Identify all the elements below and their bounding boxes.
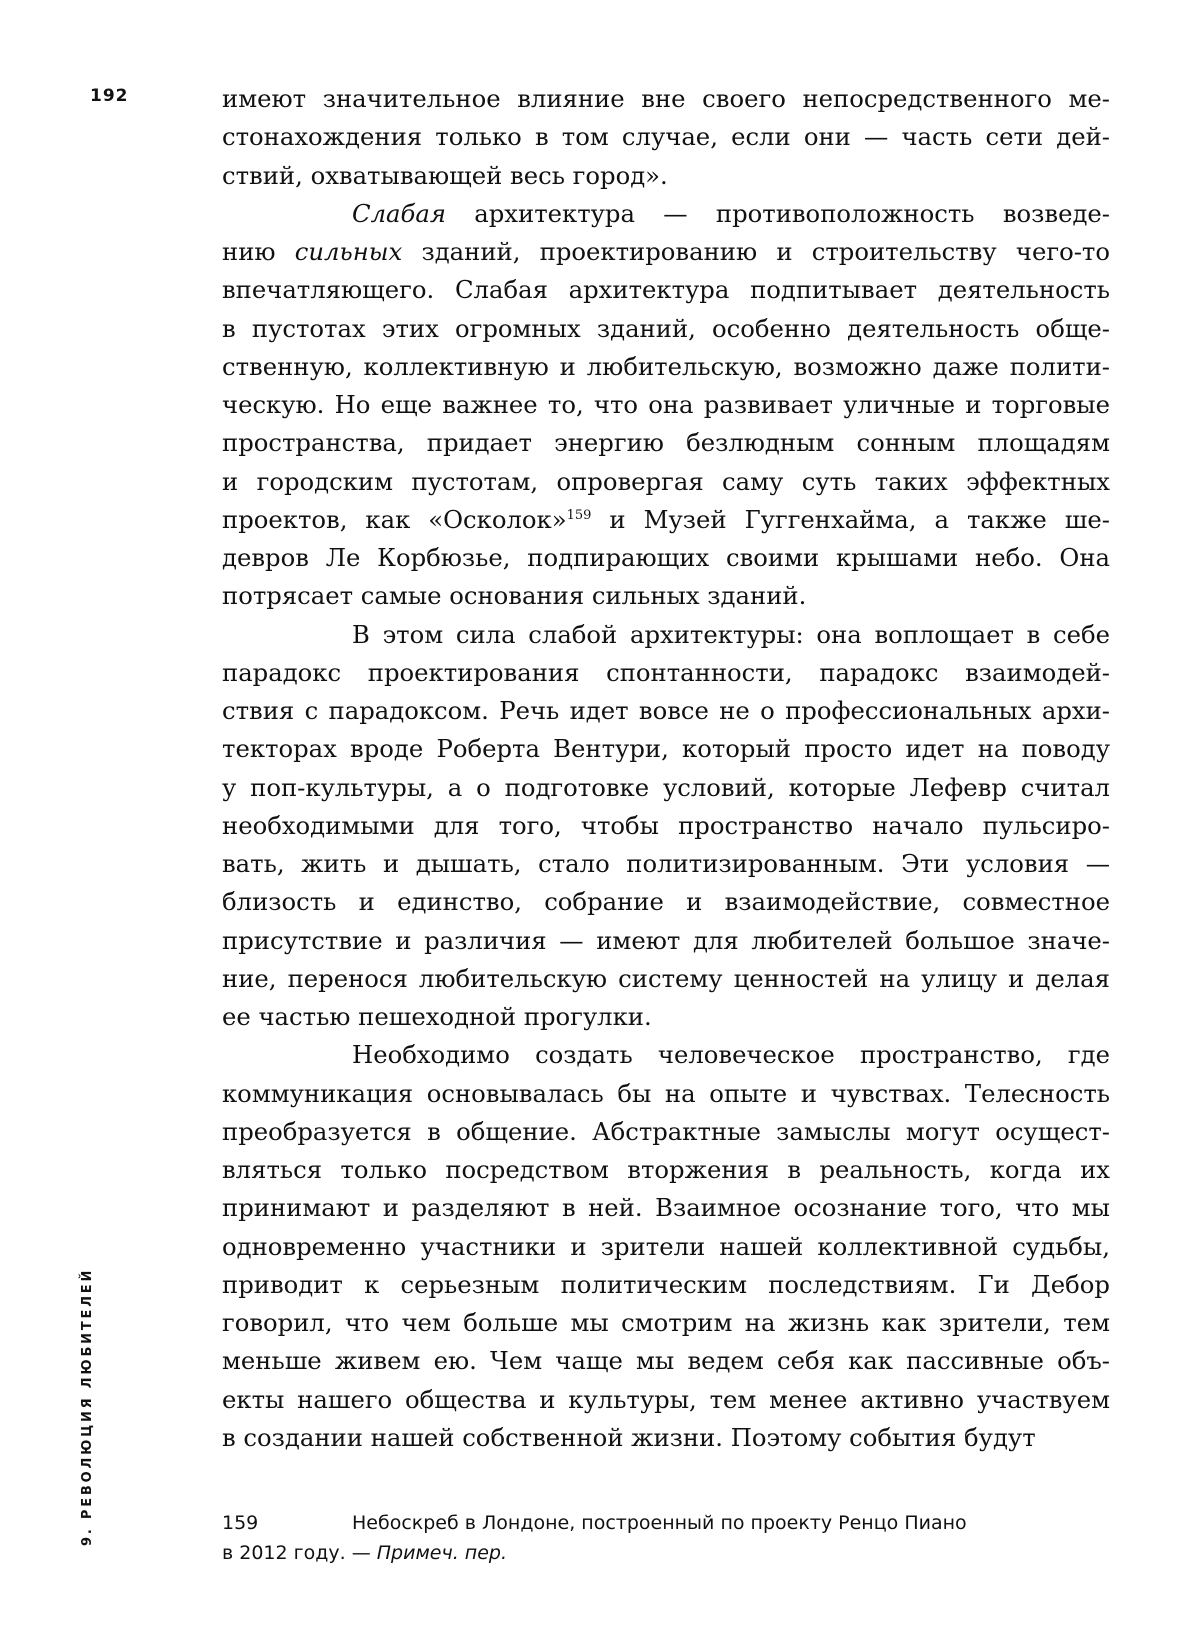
text-line: преобразуется в общение. Абстрактные замыслы могут осущест- xyxy=(222,1116,1110,1146)
text-line: в пустотах этих огромных зданий, особенно деятельность обще- xyxy=(222,313,1110,343)
text-line: одновременно участники и зрители нашей коллективной судьбы, xyxy=(222,1231,1110,1261)
text-line: парадокс проектирования спонтанности, парадокс взаимодей- xyxy=(222,657,1110,687)
text-line: меньше живем ею. Чем чаще мы ведем себя как пассивные объ- xyxy=(222,1346,1110,1376)
text-line: говорил, что чем больше мы смотрим на жизнь как зрители, тем xyxy=(222,1308,1110,1337)
text-line: стонахождения только в том случае, если они — часть сети дей- xyxy=(222,122,1110,152)
running-head: 9. РЕВОЛЮЦИЯ ЛЮБИТЕЛЕЙ xyxy=(80,1267,95,1546)
footnote-text: Небоскреб в Лондоне, построенный по проекту Ренцо Пиано xyxy=(352,1512,967,1534)
text-line: у поп-культуры, а о подготовке условий, которые Лефевр считал xyxy=(222,772,1110,802)
text-line: В этом сила слабой архитектуры: она воплощает в себе xyxy=(352,619,1110,649)
text-line: и городским пустотам, опровергая саму суть таких эффектных xyxy=(222,466,1110,496)
text-line-footnote-ref: проектов, как «Осколок»$^{159}$ и Музей Гуггенхайма, а также ше- xyxy=(222,504,1110,534)
text-line-italic-mid xyxy=(222,233,1110,271)
footnote-note: Примеч. пер. xyxy=(376,1542,507,1564)
text-line: потрясает самые основания сильных зданий. xyxy=(222,581,807,611)
text-line: Необходимо создать человеческое пространство, где xyxy=(352,1040,1110,1070)
text-line: екты нашего общества и культуры, тем менее активно участвуем xyxy=(222,1384,1110,1414)
body-text xyxy=(222,80,1110,1457)
text-line: приводит к серьезным политическим последствиям. Ги Дебор xyxy=(222,1269,1110,1299)
text-line: текторах вроде Роберта Вентури, который просто идет на поводу xyxy=(222,734,1110,764)
text-line: принимают и разделяют в ней. Взаимное осознание того, что мы xyxy=(222,1193,1110,1223)
text-fragment: архитектура — противоположность возведе- xyxy=(445,198,1110,228)
text-fragment: нию xyxy=(222,237,295,266)
text-line: ее частью пешеходной прогулки. xyxy=(222,1002,652,1031)
text-line: вать, жить и дышать, стало политизированным. Эти условия — xyxy=(222,849,1110,878)
text-line: ствия с парадоксом. Речь идет вовсе не о профессиональных архи- xyxy=(222,696,1110,725)
text-line: присутствие и различия — имеют для любителей большое значе- xyxy=(222,925,1110,955)
text-line: вляться только посредством вторжения в реальность, когда их xyxy=(222,1155,1110,1184)
text-line: необходимыми для того, чтобы пространство начало пульсиро- xyxy=(222,810,1110,840)
text-line: впечатляющего. Слабая архитектура подпитывает деятельность xyxy=(222,275,1110,305)
footnote-reference: 159 xyxy=(566,507,592,523)
footnote-line xyxy=(222,1538,967,1568)
text-line-italic-start xyxy=(222,195,1110,233)
text-line: девров Ле Корбюзье, подпирающих своими крышами небо. Она xyxy=(222,543,1110,572)
italic-word: сильных xyxy=(294,237,403,266)
page-number: 192 xyxy=(90,86,129,106)
text-line: ние, перенося любительскую систему ценностей на улицу и делая xyxy=(222,963,1110,993)
text-fragment: зданий, проектированию и строительству чего-то xyxy=(402,237,1110,266)
text-line: коммуникация основывалась бы на опыте и чувствах. Телесность xyxy=(222,1078,1110,1108)
footnote-number: 159 xyxy=(222,1512,259,1534)
text-line: в создании нашей собственной жизни. Поэтому события будут xyxy=(222,1422,1036,1452)
text-line: ческую. Но еще важнее то, что она развивает уличные и торговые xyxy=(222,390,1110,419)
footnote xyxy=(222,1508,967,1568)
text-line: пространства, придает энергию безлюдным сонным площадям xyxy=(222,428,1110,458)
text-line: ствий, охватывающей весь город». xyxy=(222,160,668,190)
text-line: близость и единство, собрание и взаимодействие, совместное xyxy=(222,887,1110,917)
text-line: имеют значительное влияние вне своего непосредственного ме- xyxy=(222,84,1110,113)
footnote-text: в 2012 году. — xyxy=(222,1542,377,1564)
italic-word: Слабая xyxy=(352,198,446,228)
text-line: ственную, коллективную и любительскую, возможно даже полити- xyxy=(222,351,1110,381)
footnote-line xyxy=(222,1508,967,1538)
